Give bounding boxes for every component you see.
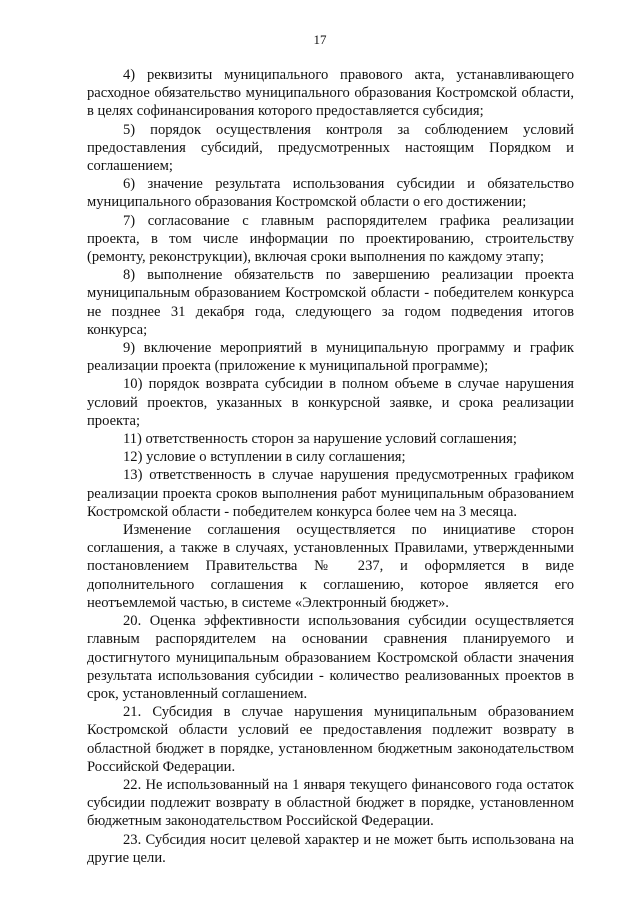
paragraph-item-4: 4) реквизиты муниципального правового акта, устанавливающего расходное обязательство муниципального образования Костромской области, в целях софинансирования которого предоставляется субсидия;: [87, 67, 574, 120]
paragraph-item-6: 6) значение результата использования субсидии и обязательство муниципального образования Костромской области о его достижении;: [87, 176, 574, 211]
paragraph-clause-20: 20. Оценка эффективности использования субсидии осуществляется главным распорядителем на основании сравнения планируемого и достигнутого муниципальным образованием Костромской области значения результата использования субсидии - количество реализованных проектов в срок, установленный соглашением.: [87, 613, 574, 702]
document-body: [87, 66, 574, 867]
paragraph-item-9: 9) включение мероприятий в муниципальную программу и график реализации проекта (приложение к муниципальной программе);: [87, 340, 574, 375]
paragraph-item-13: 13) ответственность в случае нарушения предусмотренных графиком реализации проекта сроков выполнения работ муниципальным образованием Костромской области - победителем конкурса более чем на 3 месяца.: [87, 467, 574, 520]
paragraph-item-7: 7) согласование с главным распорядителем графика реализации проекта, в том числе информации по проектированию, строительству (ремонту, реконструкции), включая сроки выполнения по каждому этапу;: [87, 212, 574, 266]
paragraph-agreement-change: Изменение соглашения осуществляется по инициативе сторон соглашения, а также в случаях, установленных Правилами, утвержденными постановлением Правительства № 237, и оформляется в виде дополнительного соглашения к соглашению, которое является его неотъемлемой частью, в системе «Электронный бюджет».: [87, 522, 574, 611]
paragraph-clause-23: 23. Субсидия носит целевой характер и не может быть использована на другие цели.: [87, 831, 574, 866]
paragraph-item-12: 12) условие о вступлении в силу соглашения;: [123, 449, 406, 466]
paragraph-item-5: 5) порядок осуществления контроля за соблюдением условий предоставления субсидий, предусмотренных настоящим Порядком и соглашением;: [87, 121, 574, 175]
paragraph-item-8: 8) выполнение обязательств по завершению реализации проекта муниципальным образованием Костромской области - победителем конкурса не позднее 31 декабря года, следующего за годом подведения итогов конкурса;: [87, 267, 574, 338]
paragraph-clause-22: 22. Не использованный на 1 января текущего финансового года остаток субсидии подлежит возврату в областной бюджет в порядке, установленном бюджетным законодательством Российской Федерации.: [87, 776, 574, 830]
paragraph-item-11: 11) ответственность сторон за нарушение условий соглашения;: [123, 431, 517, 448]
paragraph-item-10: 10) порядок возврата субсидии в полном объеме в случае нарушения условий проектов, указанных в конкурсной заявке, и срока реализации проекта;: [87, 376, 574, 429]
paragraph-clause-21: 21. Субсидия в случае нарушения муниципальным образованием Костромской области условий ее предоставления подлежит возврату в областной бюджет в порядке, установленном бюджетным законодательством Российской Федерации.: [87, 704, 574, 775]
page-number: 17: [313, 32, 327, 47]
